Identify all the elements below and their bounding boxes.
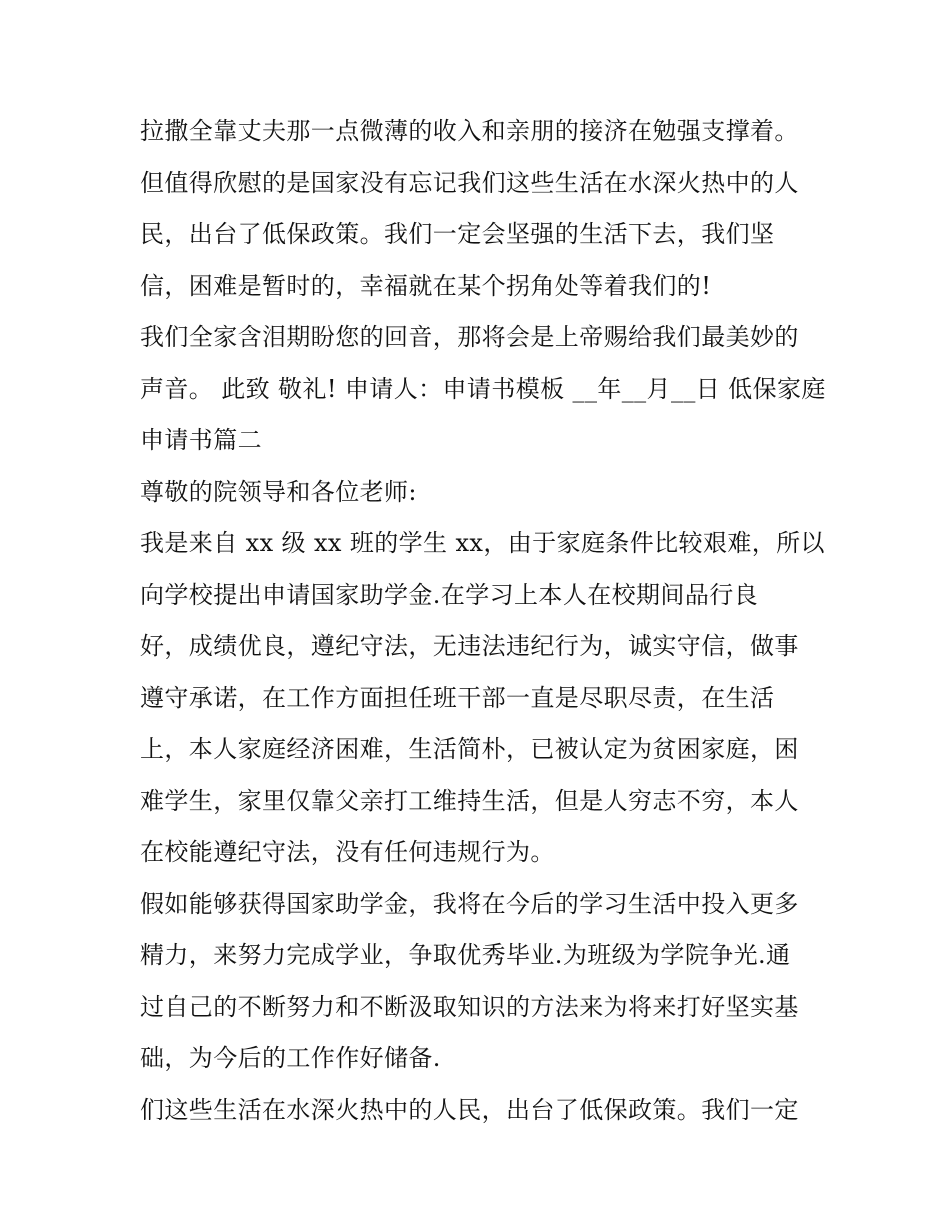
- salutation: 尊敬的院领导和各位老师:: [140, 477, 417, 506]
- text-line: 精力，来努力完成学业，争取优秀毕业.为班级为学院争光.通: [140, 941, 791, 969]
- text-line: 在校能遵纪守法，没有任何违规行为。: [140, 838, 555, 866]
- text-line: 难学生，家里仅靠父亲打工维持生活，但是人穷志不穷，本人: [140, 786, 799, 815]
- text-line: 民，出台了低保政策。我们一定会坚强的生活下去，我们坚: [140, 220, 775, 248]
- text-line: 础，为今后的工作作好储备.: [140, 1044, 441, 1072]
- text-line: 好，成绩优良，遵纪守法，无违法违纪行为，诚实守信，做事: [140, 632, 799, 660]
- text-line: 假如能够获得国家助学金，我将在今后的学习生活中投入更多: [140, 889, 799, 918]
- text-line: 拉撒全靠丈夫那一点微薄的收入和亲朋的接济在勉强支撑着。: [140, 117, 799, 145]
- text-line: 声音。 此致 敬礼! 申请人：申请书模板 __年__月__日 低保家庭: [140, 374, 826, 403]
- section-title: 申请书篇二: [140, 426, 262, 454]
- text-line: 上，本人家庭经济困难，生活简朴，已被认定为贫困家庭，困: [140, 735, 799, 763]
- text-line: 但值得欣慰的是国家没有忘记我们这些生活在水深火热中的人: [140, 168, 799, 197]
- document-body: [140, 106, 826, 1136]
- text-line: 过自己的不断努力和不断汲取知识的方法来为将来打好坚实基: [140, 992, 799, 1021]
- text-line: 我们全家含泪期盼您的回音，那将会是上帝赐给我们最美妙的: [140, 323, 799, 351]
- text-line: 信，困难是暂时的，幸福就在某个拐角处等着我们的!: [140, 271, 712, 300]
- text-line: 们这些生活在水深火热中的人民，出台了低保政策。我们一定: [140, 1095, 799, 1124]
- text-line: 遵守承诺，在工作方面担任班干部一直是尽职尽责，在生活: [140, 683, 775, 712]
- text-line: 我是来自 xx 级 xx 班的学生 xx，由于家庭条件比较艰难，所以: [140, 529, 825, 557]
- text-line: 向学校提出申请国家助学金.在学习上本人在校期间品行良: [140, 580, 759, 609]
